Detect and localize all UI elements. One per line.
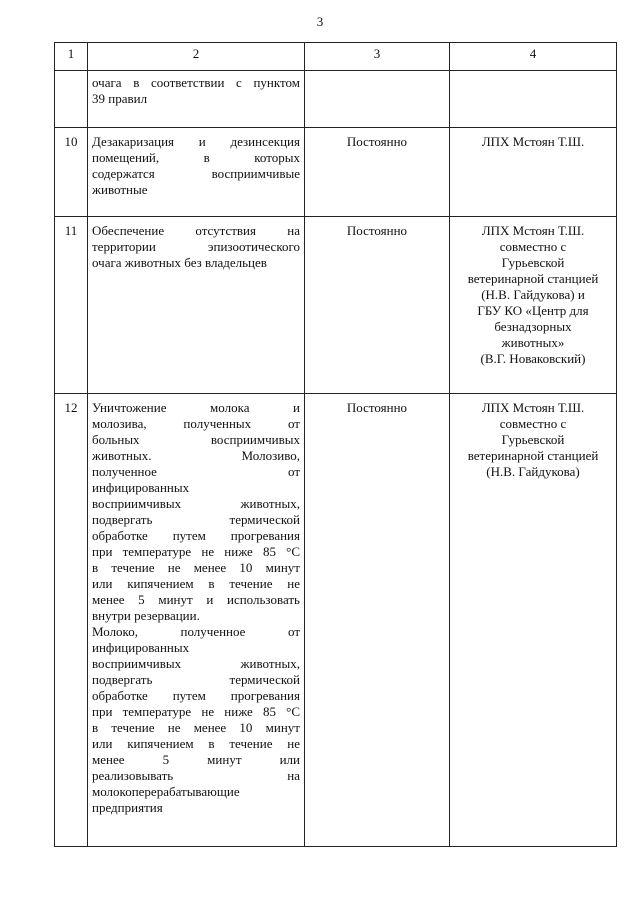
responsible-cell <box>450 128 617 217</box>
responsible-line: (Н.В. Гайдукова) и <box>481 287 585 302</box>
measure-text-line: Уничтожение молока и <box>92 400 300 415</box>
measure-text-line: подвергать термической <box>92 672 300 687</box>
header-col-1: 1 <box>55 43 88 71</box>
measure-text-line: инфицированных <box>92 640 190 655</box>
measure-text <box>88 71 305 128</box>
measure-text-line: Молоко, полученное от <box>92 624 300 639</box>
responsible-line: Гурьевской <box>501 432 565 447</box>
measures-table <box>54 42 617 847</box>
period-cell: Постоянно <box>305 217 450 394</box>
responsible-line: ГБУ КО «Центр для <box>477 303 589 318</box>
measure-text-line: 39 правил <box>92 91 148 106</box>
table-row <box>55 394 617 847</box>
measure-text-line: животные <box>92 182 148 197</box>
responsible-line: ветеринарной станцией <box>467 271 599 286</box>
measure-text-line: животных. Молозиво, <box>92 448 300 463</box>
measure-text-line: содержатся восприимчивые <box>92 166 300 181</box>
measure-text-line: обработке путем прогревания <box>92 688 300 703</box>
measure-text <box>88 217 305 394</box>
page-number: 3 <box>316 14 324 29</box>
responsible-line: ЛПХ Мстоян Т.Ш. <box>481 223 585 238</box>
measure-text-line: полученное от <box>92 464 300 479</box>
responsible-line: ЛПХ Мстоян Т.Ш. <box>481 400 585 415</box>
responsible-line: ветеринарной станцией <box>467 448 599 463</box>
measure-text <box>88 128 305 217</box>
measure-text-line: обработке путем прогревания <box>92 528 300 543</box>
responsible-line: Гурьевской <box>501 255 565 270</box>
table-row <box>55 128 617 217</box>
measure-text-line: очага в соответствии с пунктом <box>92 75 300 90</box>
measure-text-line: при температуре не ниже 85 °С <box>92 704 300 719</box>
measure-text-line: менее 5 минут и использовать <box>92 592 300 607</box>
period-cell: Постоянно <box>305 128 450 217</box>
row-number: 12 <box>55 394 88 847</box>
responsible-line: совместно с <box>499 416 567 431</box>
measure-text-line: предприятия <box>92 800 163 815</box>
responsible-cell <box>450 71 617 128</box>
period-cell: Постоянно <box>305 394 450 847</box>
header-col-3: 3 <box>305 43 450 71</box>
responsible-line: ЛПХ Мстоян Т.Ш. <box>481 134 585 149</box>
measure-text-line: территории эпизоотического <box>92 239 300 254</box>
responsible-line: (В.Г. Новаковский) <box>480 351 586 366</box>
responsible-cell <box>450 394 617 847</box>
measure-text-line: при температуре не ниже 85 °С <box>92 544 300 559</box>
measure-text <box>88 394 305 847</box>
responsible-line: совместно с <box>499 239 567 254</box>
measure-text-line: или кипячением в течение не <box>92 736 300 751</box>
measure-text-line: Обеспечение отсутствия на <box>92 223 300 238</box>
responsible-line: безнадзорных <box>494 319 572 334</box>
row-number <box>55 71 88 128</box>
measure-text-line: больных восприимчивых <box>92 432 300 447</box>
measure-text-line: подвергать термической <box>92 512 300 527</box>
row-number: 11 <box>55 217 88 394</box>
measure-text-line: молозива, полученных от <box>92 416 300 431</box>
responsible-cell <box>450 217 617 394</box>
measure-text-line: в течение не менее 10 минут <box>92 720 300 735</box>
period-cell <box>305 71 450 128</box>
row-number: 10 <box>55 128 88 217</box>
table-header-row <box>55 43 617 71</box>
measure-text-line: очага животных без владельцев <box>92 255 267 270</box>
measure-text-line: восприимчивых животных, <box>92 496 300 511</box>
header-col-2: 2 <box>88 43 305 71</box>
measure-text-line: молокоперерабатывающие <box>92 784 240 799</box>
table-row <box>55 217 617 394</box>
header-col-4: 4 <box>450 43 617 71</box>
measure-text-line: внутри резервации. <box>92 608 200 623</box>
measure-text-line: помещений, в которых <box>92 150 300 165</box>
measure-text-line: Дезакаризация и дезинсекция <box>92 134 300 149</box>
table-row-continuation <box>55 71 617 128</box>
responsible-line: животных» <box>501 335 565 350</box>
measure-text-line: инфицированных <box>92 480 190 495</box>
measure-text-line: менее 5 минут или <box>92 752 300 767</box>
measure-text-line: реализовывать на <box>92 768 300 783</box>
measure-text-line: восприимчивых животных, <box>92 656 300 671</box>
measure-text-line: или кипячением в течение не <box>92 576 300 591</box>
responsible-line: (Н.В. Гайдукова) <box>486 464 580 479</box>
measure-text-line: в течение не менее 10 минут <box>92 560 300 575</box>
